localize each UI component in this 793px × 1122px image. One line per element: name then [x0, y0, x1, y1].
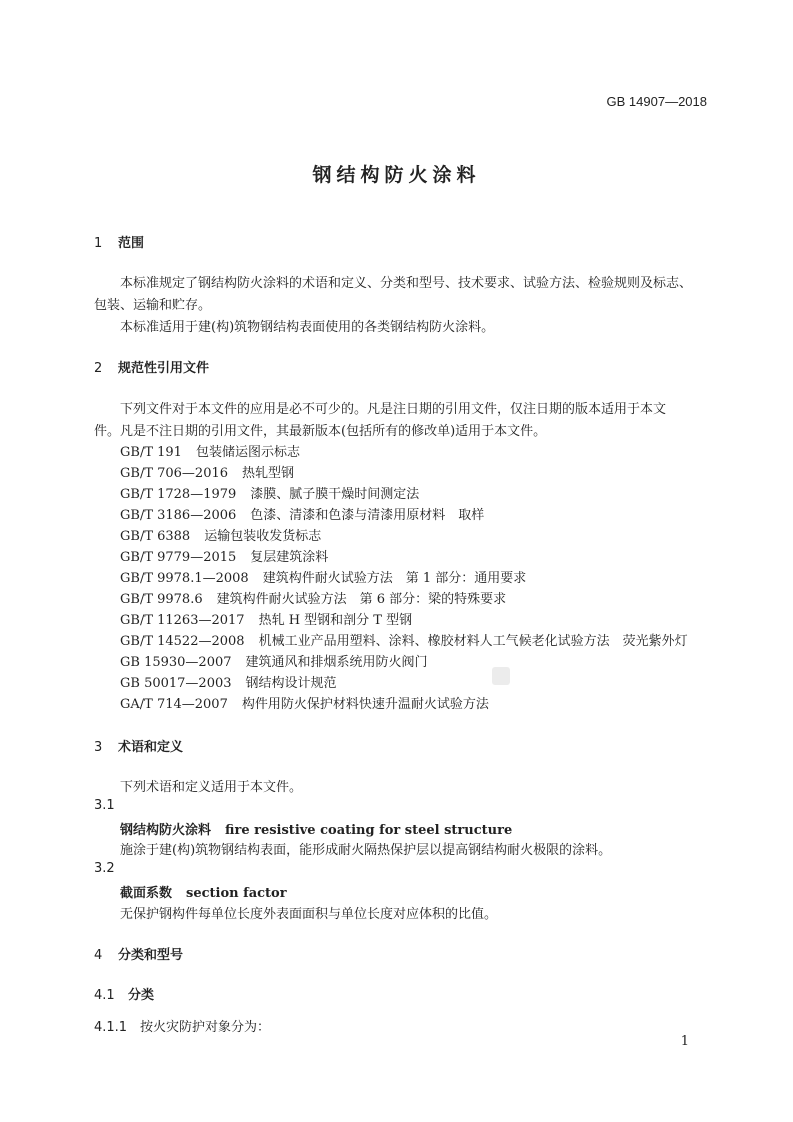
term-heading [120, 819, 512, 838]
section-3-heading [94, 736, 183, 755]
term-heading [120, 882, 287, 901]
term-definition: 无保护钢构件每单位长度外表面面积与单位长度对应体积的比值。 [120, 907, 498, 922]
ref-title: 热轧 H 型钢和剖分 T 型钢 [258, 613, 413, 628]
document-title: 钢结构防火涂料 [312, 164, 481, 186]
section-title: 范围 [118, 236, 145, 251]
ref-code: GB 15930—2007 [120, 655, 232, 670]
section-title: 规范性引用文件 [118, 361, 210, 376]
clause-number: 4.1.1 [94, 1020, 128, 1035]
ref-code: GB 50017—2003 [120, 676, 232, 691]
section-title: 分类 [128, 988, 155, 1003]
list-item [120, 693, 489, 712]
section-title: 术语和定义 [118, 740, 184, 755]
ref-title: 建筑构件耐火试验方法 第 1 部分：通用要求 [262, 571, 527, 586]
list-item [120, 525, 321, 544]
ref-title: 构件用防火保护材料快速升温耐火试验方法 [241, 697, 489, 712]
ref-title: 热轧型钢 [242, 466, 295, 481]
list-item [120, 630, 688, 649]
section-number: 3 [94, 740, 103, 755]
term-zh: 钢结构防火涂料 [120, 823, 212, 838]
ref-title: 漆膜、腻子膜干燥时间测定法 [250, 487, 420, 502]
paragraph: 件。凡是不注日期的引用文件，其最新版本(包括所有的修改单)适用于本文件。 [94, 424, 547, 439]
section-1-heading [94, 232, 144, 251]
ref-title: 运输包装收发货标志 [204, 529, 322, 544]
list-item [120, 441, 300, 460]
ref-code: GB/T 6388 [120, 529, 191, 544]
ref-title: 建筑通风和排烟系统用防火阀门 [245, 655, 428, 670]
ref-title: 钢结构设计规范 [245, 676, 337, 691]
paragraph: 本标准适用于建(构)筑物钢结构表面使用的各类钢结构防火涂料。 [120, 320, 495, 335]
section-number: 2 [94, 361, 103, 376]
ref-code: GA/T 714—2007 [120, 697, 228, 712]
paragraph: 本标准规定了钢结构防火涂料的术语和定义、分类和型号、技术要求、试验方法、检验规则及标志、 [120, 276, 693, 291]
paragraph: 下列文件对于本文件的应用是必不可少的。凡是注日期的引用文件，仅注日期的版本适用于本文 [120, 402, 667, 417]
ref-title: 色漆、清漆和色漆与清漆用原材料 取样 [250, 508, 485, 523]
list-item [120, 483, 419, 502]
list-item [120, 567, 526, 586]
section-number: 4.1 [94, 988, 115, 1003]
list-item [120, 546, 328, 565]
ref-title: 复层建筑涂料 [250, 550, 329, 565]
list-item [120, 672, 337, 691]
section-number: 4 [94, 948, 103, 963]
page-number: 1 [680, 1034, 689, 1049]
list-item [120, 462, 294, 481]
list-item [120, 588, 506, 607]
term-en: fire resistive coating for steel structure [225, 823, 513, 838]
ref-code: GB/T 9978.6 [120, 592, 203, 607]
term-zh: 截面系数 [120, 886, 173, 901]
ref-code: GB/T 706—2016 [120, 466, 229, 481]
clause-text: 按火灾防护对象分为： [140, 1020, 271, 1035]
ref-code: GB/T 11263—2017 [120, 613, 245, 628]
ref-code: GB/T 191 [120, 445, 182, 460]
term-number: 3.2 [94, 861, 115, 876]
term-en: section factor [186, 886, 287, 901]
ref-code: GB/T 9978.1—2008 [120, 571, 249, 586]
list-item [120, 651, 428, 670]
ref-code: GB/T 9779—2015 [120, 550, 237, 565]
paragraph: 下列术语和定义适用于本文件。 [120, 780, 303, 795]
list-item [120, 609, 412, 628]
paragraph: 包装、运输和贮存。 [94, 298, 212, 313]
list-item [120, 504, 484, 523]
subsection-4-1-heading [94, 984, 154, 1003]
standard-number: GB 14907—2018 [606, 94, 707, 109]
ref-code: GB/T 1728—1979 [120, 487, 237, 502]
ref-code: GB/T 14522—2008 [120, 634, 245, 649]
section-2-heading [94, 357, 209, 376]
term-definition: 施涂于建(构)筑物钢结构表面，能形成耐火隔热保护层以提高钢结构耐火极限的涂料。 [120, 843, 612, 858]
ref-title: 建筑构件耐火试验方法 第 6 部分：梁的特殊要求 [216, 592, 507, 607]
ref-code: GB/T 3186—2006 [120, 508, 237, 523]
clause-4-1-1 [94, 1016, 270, 1035]
section-4-heading [94, 944, 183, 963]
term-number: 3.1 [94, 798, 115, 813]
scan-mark [492, 667, 510, 685]
ref-title: 机械工业产品用塑料、涂料、橡胶材料人工气候老化试验方法 荧光紫外灯 [258, 634, 688, 649]
section-title: 分类和型号 [118, 948, 184, 963]
section-number: 1 [94, 236, 103, 251]
ref-title: 包装储运图示标志 [195, 445, 300, 460]
